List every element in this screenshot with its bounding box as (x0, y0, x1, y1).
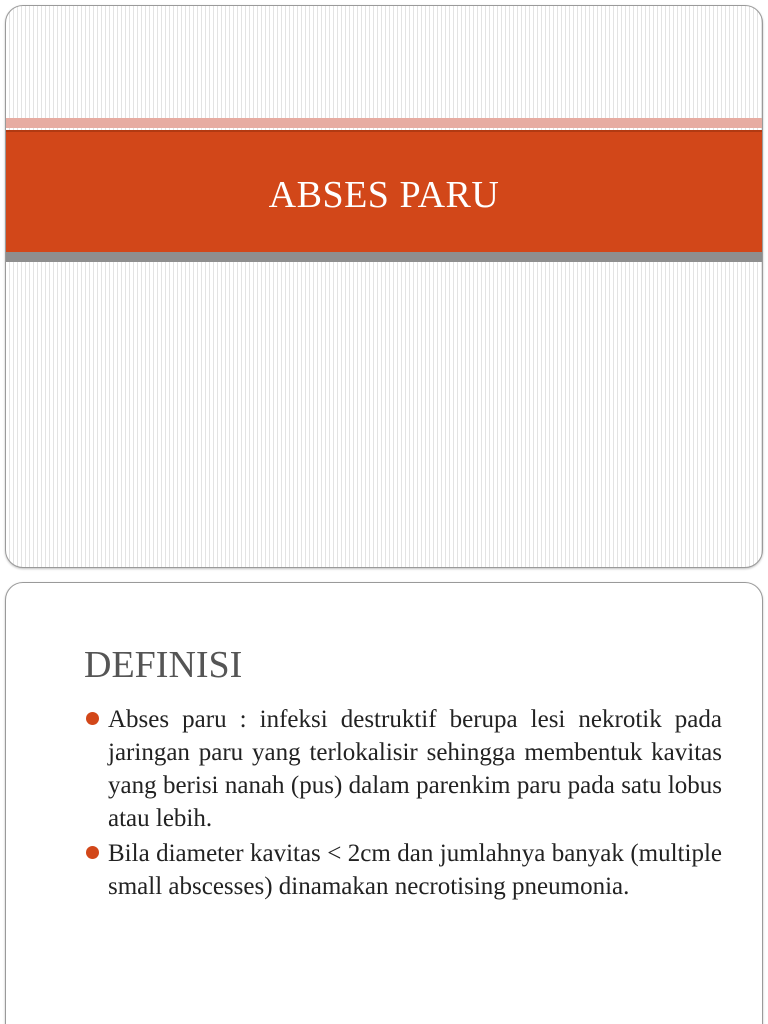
bullet-item (86, 703, 722, 835)
title-band (6, 130, 762, 252)
bullet-list (86, 703, 722, 905)
slide-definition-thumbnail[interactable] (5, 582, 763, 1024)
bullet-dot-icon (86, 846, 99, 859)
bullet-text: Bila diameter kavitas < 2cm dan jumlahnya banyak (multiple small abscesses) dinamakan necrotising pneumonia. (108, 840, 722, 900)
bullet-text: Abses paru : infeksi destruktif berupa lesi nekrotik pada jaringan paru yang terlokalisir sehingga membentuk kavitas yang berisi nanah (pus) dalam parenkim paru pada satu lobus atau lebih. (108, 706, 722, 832)
slide-title-thumbnail[interactable] (5, 5, 763, 568)
title-top-accent-band (6, 118, 762, 128)
slide-title: ABSES PARU (268, 174, 500, 216)
title-bottom-accent-band (6, 252, 762, 262)
bullet-item (86, 837, 722, 903)
bullet-dot-icon (86, 712, 99, 725)
slide-heading: DEFINISI (84, 644, 243, 686)
